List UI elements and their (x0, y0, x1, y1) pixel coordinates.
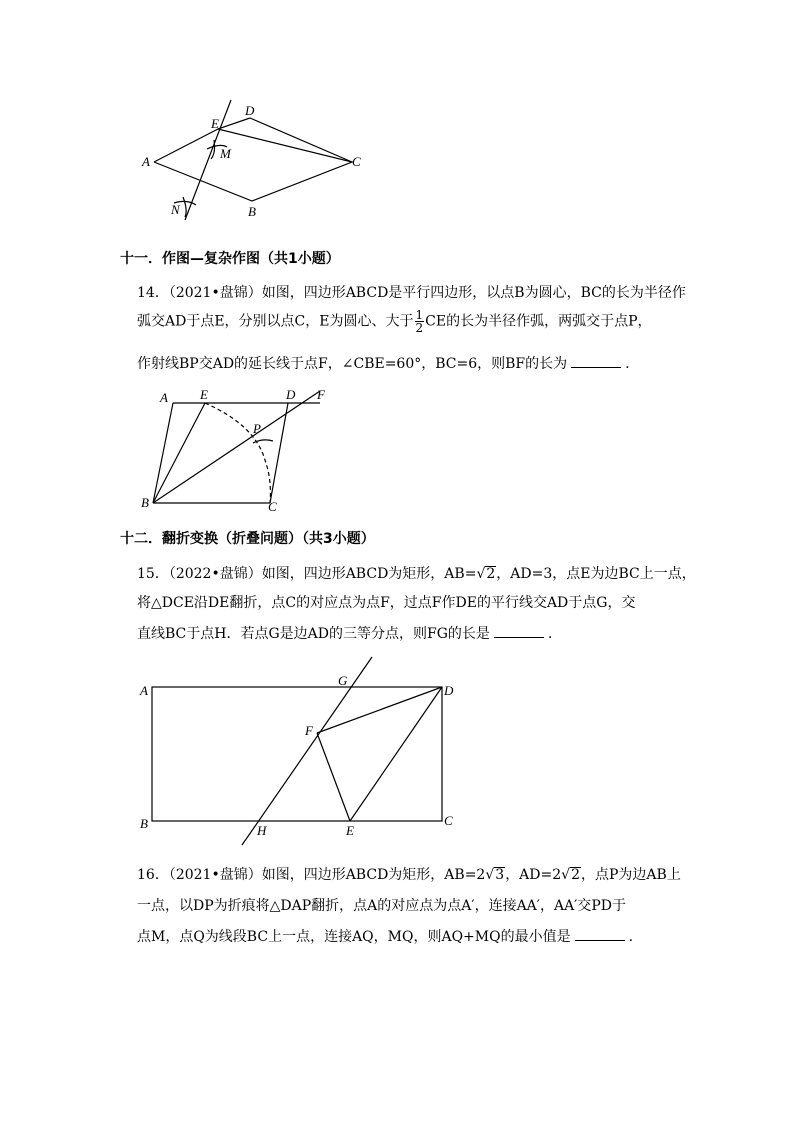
label-H: H (257, 823, 267, 838)
section-title-11: 十一．作图—复杂作图（共1小题） (120, 251, 340, 267)
label-A: A (140, 683, 148, 698)
answer-blank[interactable] (571, 357, 621, 368)
q16-line1: 16．（2021•盘锦）如图，四边形ABCD为矩形，AB=2√3，AD=2√2，点P为边AB上 (137, 867, 681, 883)
label-G: G (338, 673, 348, 688)
label-D: D (286, 387, 296, 402)
answer-blank[interactable] (494, 627, 544, 638)
figure-rectangle-fold (135, 655, 465, 850)
q15-line3: 直线BC于点H．若点G是边AD的三等分点，则FG的长是 . (137, 626, 553, 642)
section-title-12: 十二．翻折变换（折叠问题）（共3小题） (120, 531, 375, 547)
label-C: C (352, 154, 361, 169)
label-P: P (253, 421, 261, 436)
label-B: B (248, 204, 256, 219)
label-A: A (160, 390, 168, 405)
label-D: D (444, 683, 454, 698)
q14-line2: 弧交AD于点E，分别以点C，E为圆心、大于 $\frac{1}{2}$ CE的长为半径作弧，两弧交于点P， (137, 308, 652, 335)
label-C: C (268, 499, 277, 514)
label-D: D (245, 103, 255, 118)
q15-line1: 15．（2022•盘锦）如图，四边形ABCD为矩形，AB=√2，AD=3，点E为边BC上一点， (137, 566, 696, 582)
label-E: E (211, 116, 219, 131)
q14-line3: 作射线BP交AD的延长线于点F，∠CBE=60°，BC=6，则BF的长为 . (137, 356, 630, 372)
label-B: B (140, 816, 148, 831)
figure-parallelogram (135, 385, 340, 515)
label-E: E (346, 823, 354, 838)
figure-rhombus-construction (130, 95, 380, 230)
label-F: F (317, 387, 325, 402)
label-F: F (305, 723, 313, 738)
label-M: M (220, 146, 231, 161)
q16-line2: 一点，以DP为折痕将△DAP翻折，点A的对应点为点A′，连接AA′，AA′交PD于 (137, 898, 627, 914)
q15-line2: 将△DCE沿DE翻折，点C的对应点为点F，过点F作DE的平行线交AD于点G，交 (137, 595, 636, 611)
q14-line1: 14．（2021•盘锦）如图，四边形ABCD是平行四边形，以点B为圆心，BC的长为半径作 (137, 285, 686, 301)
label-B: B (141, 495, 149, 510)
label-A: A (142, 154, 150, 169)
label-C: C (444, 813, 453, 828)
label-N: N (171, 202, 180, 217)
label-E: E (200, 387, 208, 402)
fraction-one-half: $\frac{1}{2}$ (415, 308, 424, 335)
answer-blank[interactable] (575, 930, 625, 941)
q16-line3: 点M，点Q为线段BC上一点，连接AQ，MQ，则AQ+MQ的最小值是 . (137, 929, 634, 945)
